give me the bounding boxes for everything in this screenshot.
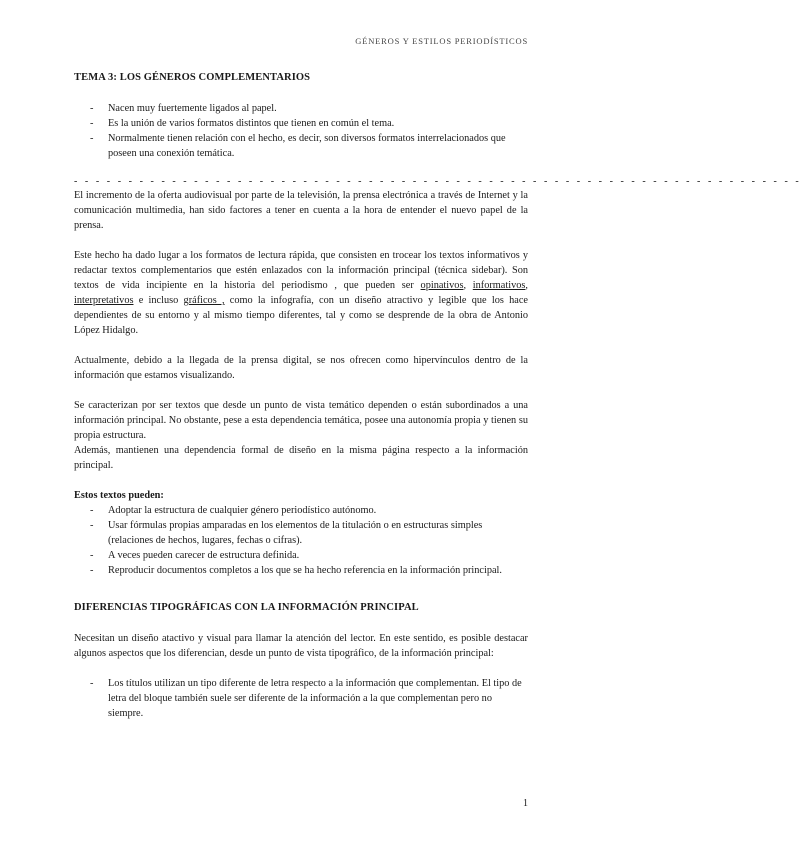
intro-list	[74, 101, 528, 161]
list-item: - Los títulos utilizan un tipo diferente de letra respecto a la información que complementan. El tipo de letra del bloque también suele ser diferente de la información a la que complementan pero no siempre.	[74, 676, 528, 721]
text-sep: e incluso	[133, 295, 184, 306]
list-item: - Reproducir documentos completos a los que se ha hecho referencia en la información principal.	[74, 563, 528, 578]
dashed-separator: - - - - - - - - - - - - - - - - - - - - - - - - - - - - - - - - - - - - - - - - - - - - - - - - - - - - - - - - - - - - - - - - - - -	[74, 176, 801, 187]
paragraph-caracterizan: Se caracterizan por ser textos que desde un punto de vista temático dependen o están subordinados a una información principal. No obstante, pese a esta dependencia temática, posee una autonomía propia y tienen su propia estructura.	[74, 400, 528, 441]
text-sep: ,	[463, 280, 473, 291]
list-item: - Usar fórmulas propias amparadas en los elementos de la titulación o en estructuras simples (relaciones de hechos, lugares, fechas o cifras).	[74, 518, 528, 548]
link-graficos: gráficos ,	[183, 295, 225, 306]
paragraph-text: como la infografía, con un diseño atractivo y legible que los hace dependientes de su entorno y al mismo tiempo diferentes, tal y como se desprende de la obra de Antonio López Hidalgo.	[74, 295, 528, 336]
list-item: - Adoptar la estructura de cualquier género periodístico autónomo.	[74, 503, 528, 518]
final-list	[74, 676, 528, 721]
paragraph-oferta: El incremento de la oferta audiovisual por parte de la televisión, la prensa electrónica a través de Internet y la comunicación multimedia, han sido factores a tener en cuenta a la hora de entender el nuevo papel de la prensa.	[74, 190, 528, 231]
list-item: - Normalmente tienen relación con el hecho, es decir, son diversos formatos interrelacionados que poseen una conexión temática.	[74, 131, 528, 161]
paragraph-diseno: Necesitan un diseño atactivo y visual para llamar la atención del lector. En este sentido, es posible destacar algunos aspectos que los diferencian, desde un punto de vista tipográfico, de la información principal:	[74, 633, 528, 659]
subheading-pueden: Estos textos pueden:	[74, 490, 164, 501]
list-item: - Es la unión de varios formatos distintos que tienen en común el tema.	[74, 116, 528, 131]
paragraph-ademas: Además, mantienen una dependencia formal de diseño en la misma página respecto a la información principal.	[74, 445, 528, 471]
paragraph-prensa-digital: Actualmente, debido a la llegada de la prensa digital, se nos ofrecen como hipervínculos dentro de la información que estamos visualizando.	[74, 355, 528, 381]
section-title: DIFERENCIAS TIPOGRÁFICAS CON LA INFORMACIÓN PRINCIPAL	[74, 602, 419, 613]
page-title: TEMA 3: LOS GÉNEROS COMPLEMENTARIOS	[74, 72, 311, 83]
running-header: GÉNEROS Y ESTILOS PERIODÍSTICOS	[355, 36, 528, 46]
link-informativos: informativos	[472, 280, 526, 291]
page-body	[74, 70, 801, 721]
link-opinativos: opinativos	[420, 280, 464, 291]
list-item: - A veces pueden carecer de estructura definida.	[74, 548, 528, 563]
pueden-list	[74, 503, 528, 578]
paragraph-formatos	[74, 248, 528, 338]
text-sep: ,	[525, 280, 528, 291]
list-item: - Nacen muy fuertemente ligados al papel.	[74, 101, 528, 116]
link-interpretativos: interpretativos	[74, 295, 134, 306]
page-number: 1	[523, 798, 528, 809]
paragraph-text: Este hecho ha dado lugar a los formatos de lectura rápida, que consisten en trocear los textos informativos y redactar textos complementarios que estén enlazados con la información principal (técnica sidebar). Son textos de vida incipiente en la historia del periodismo , que pueden ser	[74, 250, 528, 291]
